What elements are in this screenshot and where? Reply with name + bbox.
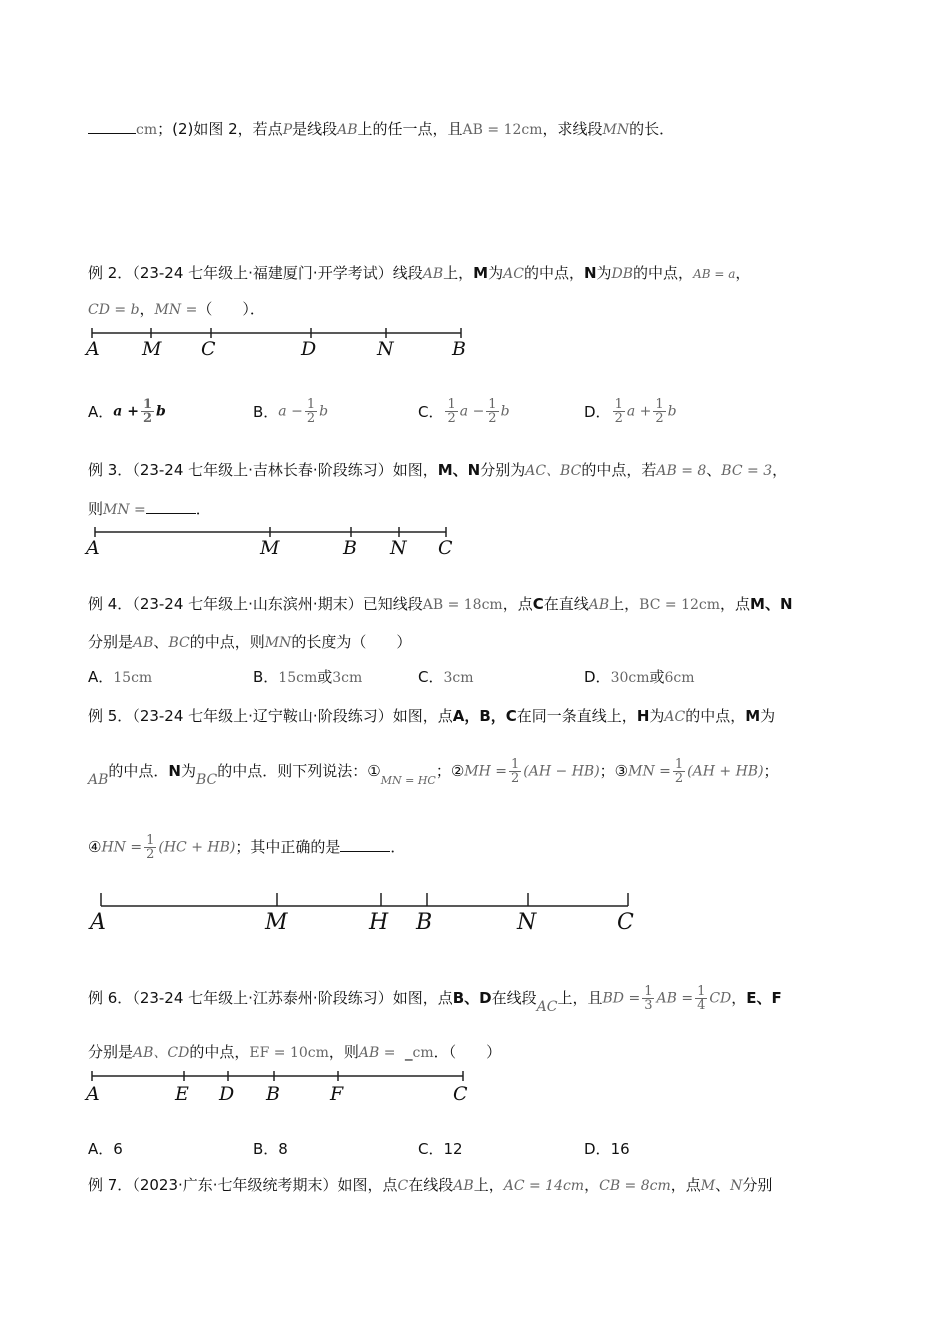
ex5-point-label: H xyxy=(369,910,389,935)
ex2-option-c[interactable]: C． $\frac{1}{2}$ a − $\frac{1}{2}$ b xyxy=(418,397,510,426)
ex7-label: 例 7． xyxy=(88,1176,133,1194)
ex5-label: 例 5． xyxy=(88,707,133,725)
ex6-point-label: B xyxy=(266,1083,280,1105)
ex2-point-label: D xyxy=(301,338,317,360)
unit-cm: cm xyxy=(136,122,158,138)
ex4-option-b[interactable]: B．15cm或3cm xyxy=(253,668,363,686)
ex3-line2: 则MN = ． xyxy=(88,500,211,518)
ex6-option-c[interactable]: C．12 xyxy=(418,1140,463,1158)
ex5-point-label: N xyxy=(517,910,537,935)
ex2-option-a[interactable]: A．a + $\frac{1}{2}$ b xyxy=(88,397,166,426)
ex5-point-label: A xyxy=(90,910,106,935)
ex3-point-label: A xyxy=(86,537,100,559)
ex4-option-a[interactable]: A．15cm xyxy=(88,668,153,686)
ex3-label: 例 3． xyxy=(88,461,133,479)
ex5-line2: AB的中点．N为BC的中点．则下列说法：$①_{MN = HC}$；②MH = $\frac{1}{2}$ (AH − HB)；③MN = $\frac{1}{2}$ (AH + HB)； xyxy=(88,757,779,788)
ex5-point-label: C xyxy=(617,910,634,935)
ex7-line1: 例 7．（2023·广东·七年级统考期末）如图，点C在线段AB上，AC = 14cm，CB = 8cm，点M、N分别 xyxy=(88,1176,773,1194)
ex4-label: 例 4． xyxy=(88,595,133,613)
ex6-option-d[interactable]: D．16 xyxy=(584,1140,630,1158)
ex2-point-label: N xyxy=(377,338,394,360)
ex2-line1: 例 2．（23-24 七年级上·福建厦门·开学考试）线段AB上，M为AC的中点，N为DB的中点，AB = a， xyxy=(88,264,751,282)
ex4-line2: 分别是AB、BC的中点，则MN的长度为（ ） xyxy=(88,633,412,651)
ex2-option-b[interactable]: B．a − $\frac{1}{2}$ b xyxy=(253,397,329,426)
ex6-point-label: A xyxy=(86,1083,100,1105)
ex4-option-d[interactable]: D．30cm或6cm xyxy=(584,668,695,686)
ex2-point-label: M xyxy=(142,338,162,360)
answer-blank[interactable]: _ xyxy=(405,1043,413,1061)
ex5-point-label: B xyxy=(416,910,433,935)
ex2-point-label: A xyxy=(86,338,100,360)
ex6-line2: 分别是AB、CD的中点，EF = 10cm，则AB = _cm．（ ） xyxy=(88,1043,502,1061)
ex5-line3: ④HN = $\frac{1}{2}$ (HC + HB)；其中正确的是 ． xyxy=(88,833,406,862)
ex3-point-label: N xyxy=(390,537,407,559)
ex3-point-label: C xyxy=(438,537,453,559)
ex2-line2: CD = b，MN =（ ）． xyxy=(88,300,265,318)
ex6-line1: 例 6．（23-24 七年级上·江苏泰州·阶段练习）如图，点B、D在线段AC上，且BD = $\frac{1}{3}$ AB = $\frac{1}{4}$ CD，E、F xyxy=(88,984,782,1015)
ex2-point-label: C xyxy=(201,338,216,360)
ex3-point-label: B xyxy=(343,537,357,559)
ex6-point-label: D xyxy=(219,1083,235,1105)
ex6-point-label: C xyxy=(453,1083,468,1105)
ex2-point-label: B xyxy=(452,338,466,360)
ex6-point-label: E xyxy=(175,1083,189,1105)
ex5-point-label: M xyxy=(265,910,288,935)
ex6-option-b[interactable]: B．8 xyxy=(253,1140,288,1158)
ex5-line1: 例 5．（23-24 七年级上·辽宁鞍山·阶段练习）如图，点A，B，C在同一条直线上，H为AC的中点，M为 xyxy=(88,707,776,725)
ex4-option-c[interactable]: C．3cm xyxy=(418,668,474,686)
ex6-point-label: F xyxy=(330,1083,344,1105)
ex6-option-a[interactable]: A．6 xyxy=(88,1140,123,1158)
ex2-label: 例 2． xyxy=(88,264,133,282)
line1: cm；(2)如图 2，若点P是线段AB上的任一点，且AB = 12cm，求线段MN的长． xyxy=(88,118,674,139)
ex6-label: 例 6． xyxy=(88,989,133,1007)
ex3-point-label: M xyxy=(260,537,280,559)
ex3-line1: 例 3．（23-24 七年级上·吉林长春·阶段练习）如图，M、N分别为AC、BC的中点，若AB = 8、BC = 3， xyxy=(88,461,788,479)
ex2-option-d[interactable]: D． $\frac{1}{2}$ a + $\frac{1}{2}$ b xyxy=(584,397,677,426)
ex4-line1: 例 4．（23-24 七年级上·山东滨州·期末）已知线段AB = 18cm，点C在直线AB上，BC = 12cm，点M、N xyxy=(88,595,793,613)
